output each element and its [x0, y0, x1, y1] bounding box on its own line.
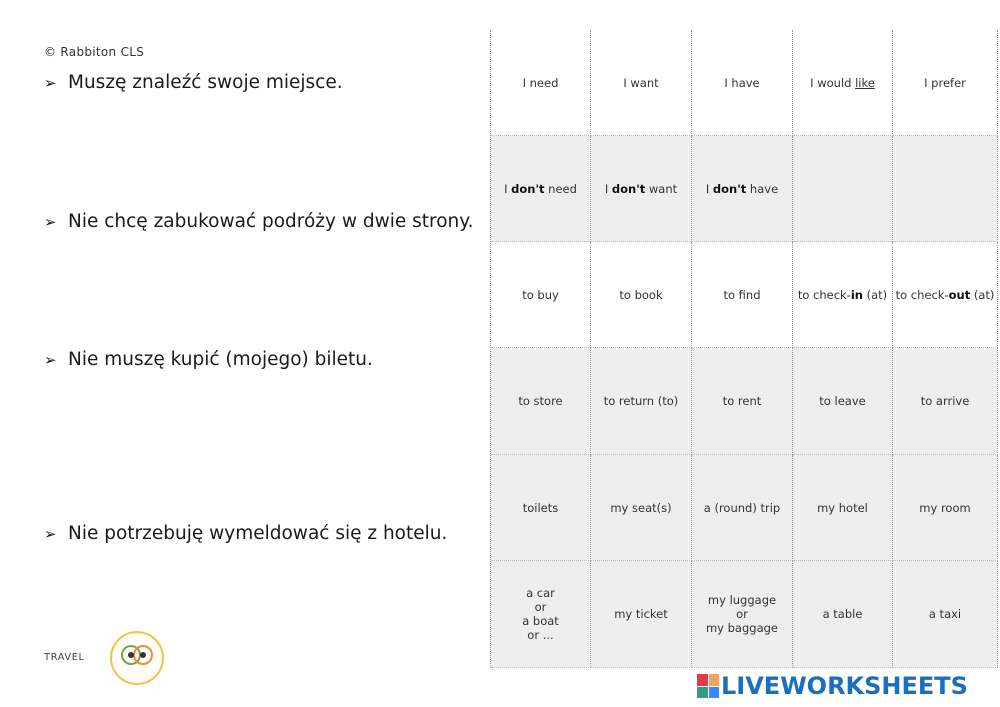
- word-card-text: [819, 394, 865, 408]
- rabbiton-logo-icon: [110, 631, 164, 685]
- word-card-text: [823, 607, 863, 621]
- word-card-text: [896, 288, 995, 302]
- word-segment: to book: [619, 287, 663, 302]
- word-card-text: [704, 501, 780, 515]
- word-segment: to store: [518, 394, 563, 408]
- word-card-text: [929, 607, 961, 621]
- word-segment: I need: [522, 75, 559, 90]
- liveworksheets-brand[interactable]: [697, 672, 968, 700]
- word-card-text: [610, 501, 671, 515]
- arrow-bullet-icon: ➢: [44, 74, 57, 92]
- word-segment: in: [850, 287, 863, 302]
- word-card-r1-c2[interactable]: [591, 30, 692, 136]
- word-segment: a table: [822, 607, 863, 621]
- word-card-text: [623, 76, 658, 90]
- arrow-bullet-icon: ➢: [44, 351, 57, 369]
- word-card-r3-c1[interactable]: [491, 242, 591, 348]
- word-segment: like: [855, 75, 875, 90]
- word-segment: to return (to): [603, 394, 679, 408]
- logo-square: [697, 674, 708, 686]
- word-card-text: [523, 76, 559, 90]
- word-card-text: [604, 394, 679, 408]
- sentence-2: [44, 211, 473, 232]
- word-segment: I: [604, 181, 612, 196]
- word-card-r6-c5[interactable]: [893, 561, 998, 668]
- travel-label: TRAVEL: [44, 652, 85, 663]
- sentence-1: [44, 72, 343, 93]
- word-segment: a taxi: [928, 607, 962, 621]
- liveworksheets-logo-icon: [697, 674, 719, 698]
- word-card-r6-c3[interactable]: [692, 561, 793, 668]
- word-card-text: [798, 288, 887, 302]
- word-card-r2-c3[interactable]: [692, 136, 793, 242]
- word-segment: to rent: [722, 394, 762, 408]
- word-card-text: [522, 288, 559, 302]
- word-card-r6-c2[interactable]: [591, 561, 692, 668]
- word-card-r4-c2[interactable]: [591, 348, 692, 455]
- word-card-text: [504, 182, 577, 196]
- word-card-text: [706, 182, 778, 196]
- word-segment: I want: [623, 75, 659, 90]
- word-card-r5-c3[interactable]: [692, 455, 793, 561]
- word-card-text: [723, 288, 760, 302]
- word-card-text: [919, 501, 970, 515]
- word-card-text: [605, 182, 677, 196]
- word-card-text: [810, 76, 875, 90]
- sentence-3: [44, 349, 373, 370]
- word-card-text: [619, 288, 662, 302]
- word-card-r1-c3[interactable]: [692, 30, 793, 136]
- word-segment: to check-: [895, 287, 949, 302]
- copyright-line: © Rabbiton CLS: [44, 45, 145, 59]
- word-card-r1-c5[interactable]: [893, 30, 998, 136]
- word-segment: out: [948, 287, 971, 302]
- word-card-r5-c2[interactable]: [591, 455, 692, 561]
- logo-square: [709, 687, 720, 699]
- word-segment: a car or a boat or ...: [522, 586, 559, 642]
- word-segment: I have: [724, 75, 760, 90]
- word-card-text: [921, 394, 970, 408]
- word-card-r5-c5[interactable]: [893, 455, 998, 561]
- word-segment: (at): [970, 287, 995, 302]
- word-card-r5-c4[interactable]: [793, 455, 893, 561]
- word-card-grid: [490, 30, 998, 668]
- word-card-text: [522, 586, 559, 642]
- word-card-text: [817, 501, 868, 515]
- word-segment: don't: [611, 181, 646, 196]
- word-card-text: [614, 607, 668, 621]
- word-card-r1-c4[interactable]: [793, 30, 893, 136]
- word-segment: my luggage or my baggage: [705, 593, 779, 635]
- sentence-text: Nie muszę kupić (mojego) biletu.: [68, 349, 373, 370]
- word-card-r4-c4[interactable]: [793, 348, 893, 455]
- word-segment: I: [705, 181, 713, 196]
- sentence-4: [44, 523, 447, 544]
- word-card-text: [518, 394, 562, 408]
- word-card-r1-c1[interactable]: [491, 30, 591, 136]
- word-card-text: [924, 76, 966, 90]
- arrow-bullet-icon: ➢: [44, 525, 57, 543]
- word-card-text: [523, 501, 559, 515]
- word-segment: my hotel: [817, 500, 868, 515]
- word-segment: to leave: [819, 394, 866, 408]
- word-segment: need: [544, 181, 577, 196]
- word-segment: to check-: [797, 287, 851, 302]
- logo-square: [709, 674, 720, 686]
- sentence-text: Muszę znaleźć swoje miejsce.: [68, 72, 343, 93]
- word-segment: my seat(s): [610, 500, 672, 515]
- word-segment: I prefer: [924, 75, 966, 90]
- word-segment: have: [746, 181, 779, 196]
- word-segment: my room: [919, 500, 971, 515]
- word-segment: to buy: [522, 287, 559, 302]
- word-card-r2-c5: [893, 136, 998, 242]
- word-card-r3-c4[interactable]: [793, 242, 893, 348]
- sentence-text: Nie chcę zabukować podróży w dwie strony.: [68, 211, 474, 232]
- word-card-text: [706, 593, 778, 635]
- word-card-r3-c2[interactable]: [591, 242, 692, 348]
- word-card-r4-c3[interactable]: [692, 348, 793, 455]
- word-segment: toilets: [522, 500, 559, 515]
- arrow-bullet-icon: ➢: [44, 213, 57, 231]
- sentence-text: Nie potrzebuję wymeldować się z hotelu.: [68, 523, 448, 544]
- word-segment: to find: [723, 287, 761, 302]
- word-segment: want: [645, 181, 678, 196]
- word-card-r3-c5[interactable]: [893, 242, 998, 348]
- word-card-r2-c4: [793, 136, 893, 242]
- word-card-r2-c1[interactable]: [491, 136, 591, 242]
- word-card-text: [724, 76, 759, 90]
- liveworksheets-wordmark: LIVEWORKSHEETS: [721, 672, 968, 700]
- word-segment: to arrive: [920, 394, 970, 408]
- word-segment: don't: [712, 181, 747, 196]
- word-card-r3-c3[interactable]: [692, 242, 793, 348]
- word-card-text: [723, 394, 762, 408]
- word-segment: don't: [511, 181, 545, 196]
- word-card-r6-c4[interactable]: [793, 561, 893, 668]
- word-segment: (at): [862, 287, 888, 302]
- word-segment: my ticket: [614, 607, 668, 621]
- word-card-r2-c2[interactable]: [591, 136, 692, 242]
- word-segment: a (round) trip: [703, 500, 781, 515]
- logo-square: [697, 687, 708, 699]
- word-card-r6-c1[interactable]: [491, 561, 591, 668]
- word-card-r4-c5[interactable]: [893, 348, 998, 455]
- word-card-r4-c1[interactable]: [491, 348, 591, 455]
- word-card-r5-c1[interactable]: [491, 455, 591, 561]
- word-segment: I would: [810, 75, 856, 90]
- word-segment: I: [504, 181, 512, 196]
